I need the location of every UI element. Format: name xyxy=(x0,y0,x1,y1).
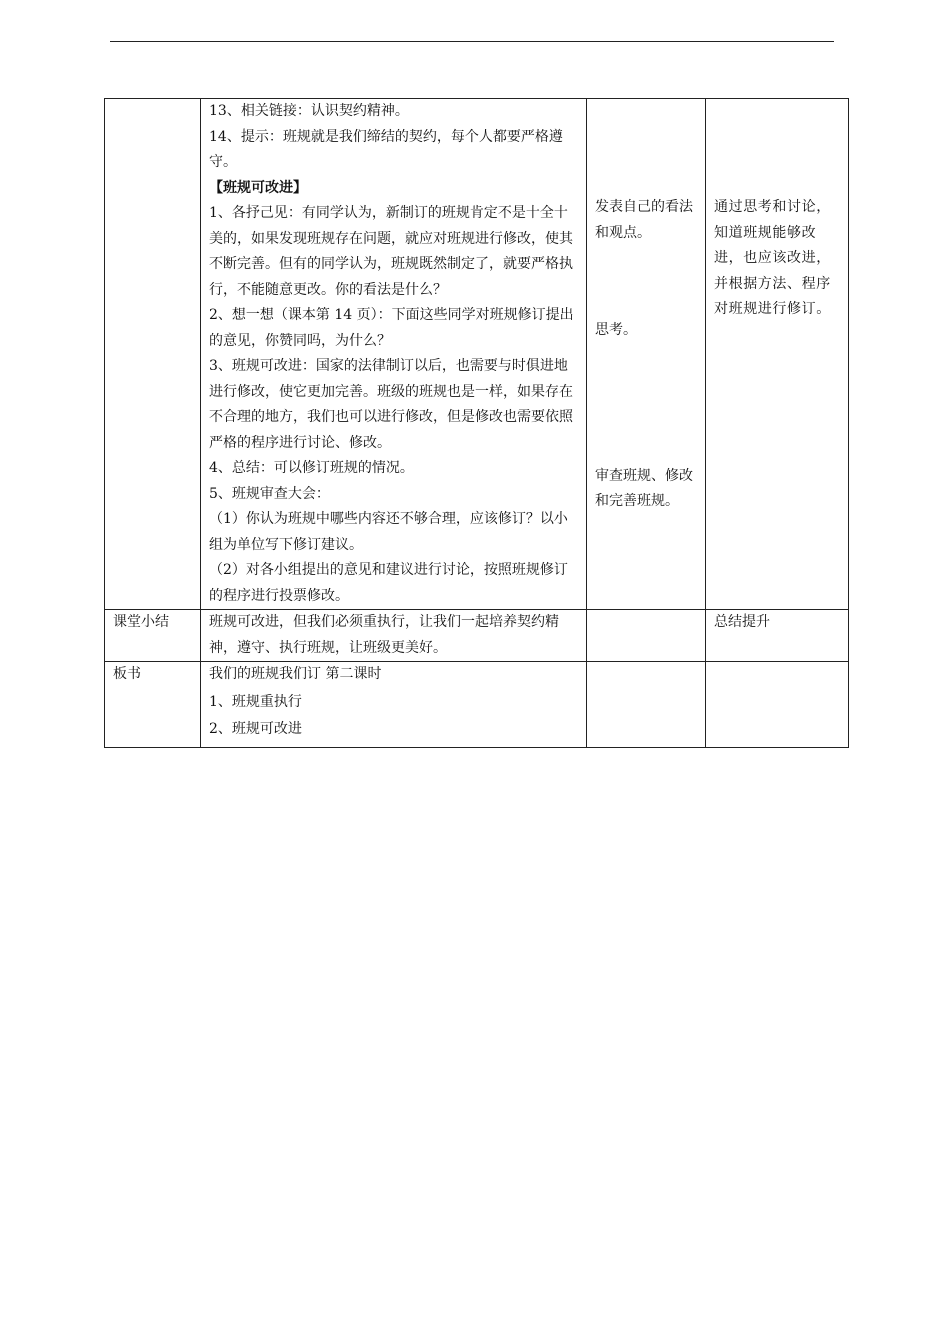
table-row xyxy=(105,99,849,610)
content-line: 5、班规审查大会： xyxy=(209,485,330,502)
teaching-content-cell xyxy=(201,99,587,610)
board-intent-empty xyxy=(706,662,849,748)
table-row xyxy=(105,610,849,662)
stage-label: 课堂小结 xyxy=(105,610,201,662)
content-line: （1）你认为班规中哪些内容还不够合理，应该修订？以小组为单位写下修订建议。 xyxy=(209,511,568,553)
board-activity-empty xyxy=(587,662,706,748)
content-line: 14、提示：班规就是我们缔结的契约，每个人都要严格遵守。 xyxy=(209,128,563,170)
content-line: （2）对各小组提出的意见和建议进行讨论，按照班规修订的程序进行投票修改。 xyxy=(209,562,568,604)
table-row xyxy=(105,662,849,748)
summary-design-intent: 总结提升 xyxy=(706,610,849,662)
content-line: 4、总结：可以修订班规的情况。 xyxy=(209,460,414,476)
content-line: 13、相关链接：认识契约精神。 xyxy=(209,103,409,119)
board-line: 我们的班规我们订 第二课时 xyxy=(209,666,382,682)
student-activity-text: 审查班规、修改和完善班规。 xyxy=(595,467,693,509)
summary-content: 班规可改进，但我们必须重执行，让我们一起培养契约精神，遵守、执行班规，让班级更美好。 xyxy=(201,610,587,662)
design-intent-cell xyxy=(706,99,849,610)
stage-label: 板书 xyxy=(105,662,201,748)
content-line: 2、想一想（课本第 14 页）：下面这些同学对班规修订提出的意见，你赞同吗，为什么？ xyxy=(209,307,574,349)
board-line: 2、班规可改进 xyxy=(209,721,302,737)
board-line: 1、班规重执行 xyxy=(209,693,302,710)
lesson-plan-table xyxy=(104,98,849,748)
content-line: 1、各抒己见：有同学认为，新制订的班规肯定不是十全十美的，如果发现班规存在问题，就应对班规进行修改，使其不断完善。但有的同学认为，班规既然制定了，就要严格执行，不能随意更改。你的看法是什么？ xyxy=(209,205,573,298)
board-writing-cell xyxy=(201,662,587,748)
design-intent-text: 通过思考和讨论，知道班规能够改进，也应该改进，并根据方法、程序对班规进行修订。 xyxy=(714,199,831,317)
summary-activity-empty xyxy=(587,610,706,662)
content-line: 3、班规可改进：国家的法律制订以后，也需要与时俱进地进行修改，使它更加完善。班级的班规也是一样，如果存在不合理的地方，我们也可以进行修改，但是修改也需要依照严格的程序进行讨论、修改。 xyxy=(209,358,573,451)
student-activity-text: 发表自己的看法和观点。 xyxy=(595,199,693,241)
header-rule xyxy=(110,41,834,42)
stage-cell-empty xyxy=(105,99,201,610)
student-activity-cell xyxy=(587,99,706,610)
section-heading: 【班规可改进】 xyxy=(209,179,307,196)
student-activity-text: 思考。 xyxy=(595,322,637,338)
